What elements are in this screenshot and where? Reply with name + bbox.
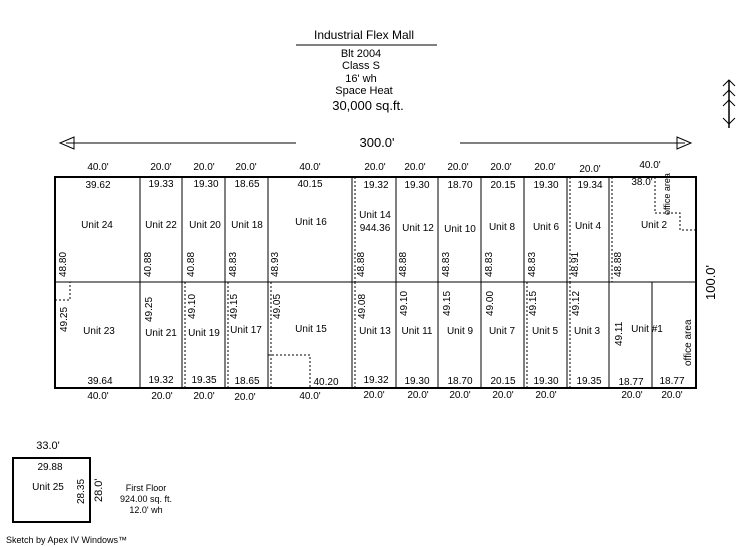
- unit-label: Unit 5: [531, 326, 559, 337]
- overall-width: 300.0': [359, 135, 395, 150]
- top-dim: 20.0': [447, 162, 469, 173]
- bottom-dim: 20.0': [407, 390, 429, 401]
- unit-label: Unit 15: [295, 324, 327, 335]
- bottom-dim: 40.0': [299, 391, 321, 402]
- lower-depth: 49.00: [485, 290, 496, 316]
- unit-label: Unit 4: [574, 221, 602, 232]
- lower-depth: 49.25: [59, 306, 70, 332]
- upper-depth: 48.88: [356, 251, 367, 277]
- upper-depth: 48.88: [613, 251, 624, 277]
- top-inner-dim: 19.34: [577, 180, 603, 191]
- unit-label: Unit 14: [359, 210, 391, 221]
- lower-depth: 49.11: [614, 321, 625, 346]
- bottom-inner-dim: 18.65: [234, 376, 260, 387]
- top-dim: 40.0': [639, 160, 661, 171]
- width-arrow-right: [460, 137, 691, 149]
- top-inner-dim: 19.30: [193, 179, 219, 190]
- unit-label: Unit 9: [446, 326, 474, 337]
- floor-wall-height: 12.0' wh: [129, 505, 163, 515]
- bottom-dim: 20.0': [234, 392, 256, 403]
- top-dim: 40.0': [87, 162, 109, 173]
- top-inner-dim: 40.15: [297, 179, 323, 190]
- bottom-inner-dim: 20.15: [490, 376, 516, 387]
- wall-height: 16' wh: [345, 73, 377, 85]
- bottom-inner-dim: 19.35: [576, 376, 602, 387]
- unit-label: Unit 13: [359, 326, 391, 337]
- upper-depth: 48.91: [570, 251, 581, 277]
- top-dim: 20.0': [404, 162, 426, 173]
- lower-depth: 49.10: [399, 290, 410, 316]
- top-inner-dim: 19.33: [148, 179, 174, 190]
- unit-label: Unit 17: [230, 325, 262, 336]
- bottom-inner-dim: 19.32: [363, 375, 389, 386]
- bottom-dim: 20.0': [621, 390, 643, 401]
- upper-depth: 48.80: [58, 251, 69, 277]
- upper-depth: 48.83: [527, 251, 538, 277]
- upper-depth: 48.93: [270, 251, 281, 277]
- lower-depth: 49.15: [442, 290, 453, 316]
- upper-depth: 48.83: [441, 251, 452, 277]
- unit-label: Unit 16: [295, 217, 327, 228]
- unit-label: Unit 24: [81, 220, 113, 231]
- heating-type: Space Heat: [335, 85, 393, 97]
- lower-depth: 49.10: [187, 293, 198, 319]
- lower-depth: 49.15: [528, 290, 539, 316]
- bottom-dim: 20.0': [661, 390, 683, 401]
- building-class: Class S: [342, 60, 380, 72]
- unit-label: Unit 7: [488, 326, 516, 337]
- unit14-area: 944.36: [359, 223, 391, 234]
- unit-label: Unit 12: [402, 223, 434, 234]
- bottom-inner-dim: 19.30: [404, 376, 430, 387]
- unit25-width: 33.0': [36, 440, 60, 452]
- bottom-dim: 20.0': [492, 390, 514, 401]
- top-dim: 20.0': [534, 162, 556, 173]
- top-inner-dim: 18.65: [234, 179, 260, 190]
- top-inner-dim: 19.32: [363, 180, 389, 191]
- top-inner-dim: 19.30: [533, 180, 559, 191]
- unit25-inner-depth: 28.35: [76, 478, 87, 504]
- width-arrow-left: [60, 137, 296, 149]
- bottom-inner-dim: 40.20: [313, 377, 339, 388]
- unit-label: Unit 20: [189, 220, 221, 231]
- unit25-label: Unit 25: [32, 482, 64, 493]
- lower-depth: 49.15: [229, 293, 240, 319]
- unit-label: Unit 3: [573, 326, 601, 337]
- bottom-dim: 20.0': [535, 390, 557, 401]
- top-inner-dim: 38.0': [631, 177, 653, 188]
- bottom-inner-dim: 18.70: [447, 376, 473, 387]
- bottom-inner-dim: 19.32: [148, 375, 174, 386]
- bottom-inner-dim: 39.64: [87, 376, 113, 387]
- bottom-dim: 40.0': [87, 391, 109, 402]
- floor-label: First Floor: [125, 483, 167, 493]
- unit-label: Unit 10: [444, 224, 476, 235]
- lower-depth: 49.05: [272, 293, 283, 319]
- unit-label: Unit 18: [231, 220, 263, 231]
- bottom-dim: 20.0': [193, 391, 215, 402]
- unit25-inner-width: 29.88: [37, 462, 63, 473]
- unit-label: Unit 19: [188, 328, 220, 339]
- lower-depth: 49.08: [357, 293, 368, 319]
- sketch-credit: Sketch by Apex IV Windows™: [6, 535, 128, 545]
- lower-depth: 49.12: [571, 290, 582, 316]
- upper-depth: 48.88: [398, 251, 409, 277]
- top-dim: 20.0': [235, 162, 257, 173]
- top-dim: 20.0': [490, 162, 512, 173]
- unit-label: Unit #1: [631, 324, 663, 335]
- top-dim: 40.0': [299, 162, 321, 173]
- top-dim: 20.0': [150, 162, 172, 173]
- unit-label: Unit 6: [532, 222, 560, 233]
- unit25-depth: 28.0': [93, 478, 105, 502]
- upper-depth: 40.88: [143, 251, 154, 277]
- top-inner-dim: 39.62: [85, 180, 111, 191]
- unit-label: Unit 23: [83, 326, 115, 337]
- unit-label: Unit 11: [401, 326, 433, 337]
- built-year: Blt 2004: [340, 48, 382, 60]
- office-area-label: office area: [662, 173, 672, 215]
- top-inner-dim: 18.70: [447, 180, 473, 191]
- bottom-inner-dim: 19.35: [191, 375, 217, 386]
- upper-depth: 48.83: [484, 251, 495, 277]
- bottom-dim: 20.0': [449, 390, 471, 401]
- lower-depth: 49.25: [144, 296, 155, 322]
- total-area: 30,000 sq.ft.: [332, 98, 404, 113]
- bottom-inner-dim: 18.77: [659, 376, 685, 387]
- plan-title: Industrial Flex Mall: [313, 28, 415, 42]
- bottom-dim: 20.0': [151, 391, 173, 402]
- office-area-label: office area: [683, 319, 694, 366]
- top-dim: 20.0': [193, 162, 215, 173]
- floor-area: 924.00 sq. ft.: [119, 494, 173, 504]
- unit-label: Unit 21: [145, 328, 177, 339]
- unit-label: Unit 2: [640, 220, 668, 231]
- top-dim: 20.0': [364, 162, 386, 173]
- north-arrow-icon: [723, 80, 735, 128]
- top-dim: 20.0': [579, 164, 601, 175]
- unit-label: Unit 8: [488, 222, 516, 233]
- overall-depth: 100.0': [703, 264, 718, 300]
- upper-depth: 48.83: [228, 251, 239, 277]
- upper-depth: 40.88: [186, 251, 197, 277]
- unit-label: Unit 22: [145, 220, 177, 231]
- top-inner-dim: 19.30: [404, 180, 430, 191]
- bottom-inner-dim: 18.77: [618, 377, 644, 388]
- bottom-dim: 20.0': [363, 390, 385, 401]
- bottom-inner-dim: 19.30: [533, 376, 559, 387]
- top-inner-dim: 20.15: [490, 180, 516, 191]
